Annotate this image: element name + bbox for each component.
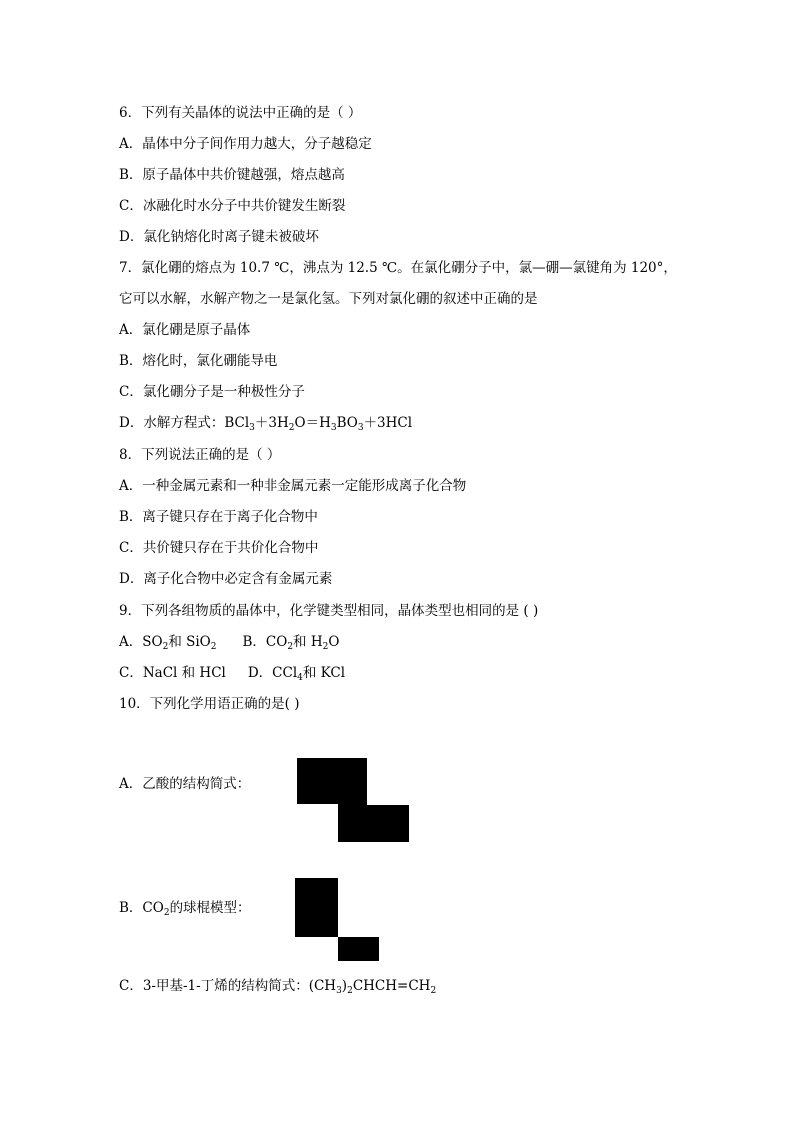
q10-option-c [119,977,436,995]
q10-a-image-block-2 [338,758,367,842]
q7-d-sub2: 2 [288,423,295,433]
q10-c-sub2: 2 [347,986,353,996]
q7-option-d [119,414,412,432]
q7-d-text1: D．水解方程式：BCl [119,415,250,431]
q10-c-text2: ) [341,978,348,994]
q10-b-image-block-2 [338,937,379,961]
q9-b-text3: O [328,634,340,650]
q9-b-text2: 和 H [293,634,323,650]
q10-c-text3: CHCH=CH [352,978,431,994]
q7-d-text4: BO [336,415,358,431]
q7-d-sub4: 3 [357,423,364,433]
q7-d-text5: ＋3HCl [363,415,413,431]
q10-b-text2: 的球棍模型： [169,900,251,916]
q9-a-sub2: 2 [210,642,217,652]
q9-b-text1: B．CO [242,634,288,650]
q7-d-sub1: 3 [249,423,255,433]
q10-stem: 10．下列化学用语正确的是( ) [119,696,300,712]
q9-b-sub2: 2 [322,642,329,652]
q10-c-sub1: 3 [336,986,342,996]
q6-option-b: B．原子晶体中共价键越强，熔点越高 [119,167,345,183]
q7-d-sub3: 3 [330,423,337,433]
q7-d-text2: ＋3H [254,415,289,431]
q7-option-b: B．熔化时，氯化硼能导电 [119,353,278,369]
q7-d-text3: O＝H [294,415,331,431]
q7-option-a: A．氯化硼是原子晶体 [119,322,251,338]
q8-option-c: C．共价键只存在于共价化合物中 [119,540,319,556]
q9-b-sub1: 2 [287,642,294,652]
q9-options-cd [119,664,345,682]
q8-stem: 8．下列说法正确的是（ ） [119,447,281,463]
q9-d-text1: D．CCl [247,665,298,681]
q9-a-text2: 和 SiO [168,634,211,650]
q6-stem: 6．下列有关晶体的说法中正确的是（ ） [119,105,362,121]
q9-d-text2: 和 KCl [302,665,346,681]
q8-option-b: B．离子键只存在于离子化合物中 [119,509,318,525]
q6-option-c: C．冰融化时水分子中共价键发生断裂 [119,198,346,214]
q8-option-a: A．一种金属元素和一种非金属元素一定能形成离子化合物 [119,478,467,494]
q9-d-sub1: 4 [297,673,303,683]
q10-c-text1: C．3-甲基-1-丁烯的结构简式：(CH [119,978,337,994]
q10-b-sub: 2 [163,908,170,918]
q10-a-image-block-3 [367,805,409,842]
q8-option-d: D．离子化合物中必定含有金属元素 [119,571,333,587]
q9-a-sub1: 2 [162,642,169,652]
q6-option-d: D．氯化钠熔化时离子键未被破坏 [119,229,319,245]
q9-options-ab [119,633,339,651]
q10-c-sub3: 2 [430,986,437,996]
q7-option-c: C．氯化硼分子是一种极性分子 [119,384,305,400]
q6-option-a: A．晶体中分子间作用力越大，分子越稳定 [119,136,372,152]
q9-stem: 9．下列各组物质的晶体中，化学键类型相同，晶体类型也相同的是 ( ) [119,603,539,619]
q10-b-image-block-1 [295,878,338,937]
q9-a-text1: A．SO [119,634,163,650]
q7-stem-line2: 它可以水解，水解产物之一是氯化氢。下列对氯化硼的叙述中正确的是 [119,291,538,307]
q7-stem-line1: 7．氯化硼的熔点为 10.7 ℃，沸点为 12.5 ℃。在氯化硼分子中，氯—硼—氯键角为 120°， [119,260,677,276]
q10-b-text1: B．CO [119,900,164,916]
q10-option-a: A．乙酸的结构简式： [119,776,251,792]
q10-option-b [119,899,251,917]
q9-c-text: C．NaCl 和 HCl [119,665,226,681]
